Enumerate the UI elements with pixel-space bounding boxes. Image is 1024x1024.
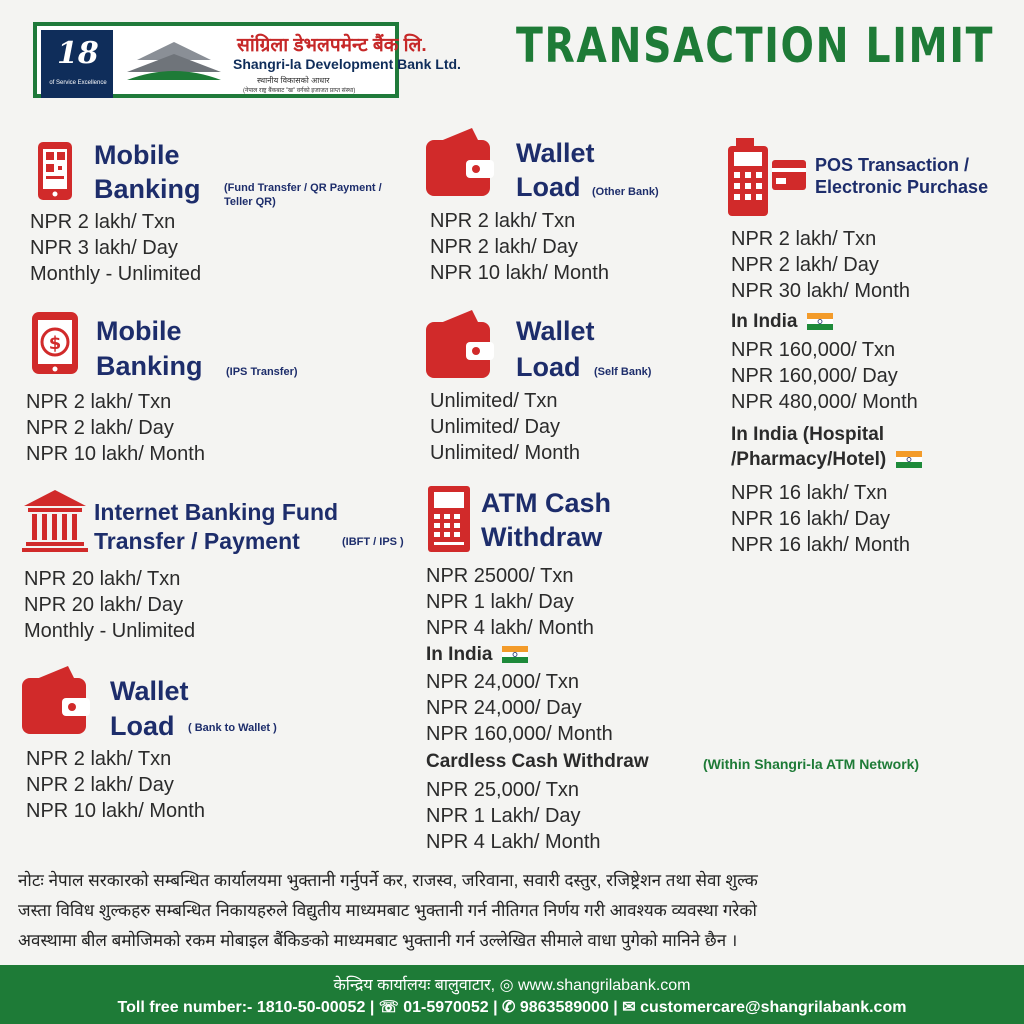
mobile-ips-limits: [26, 389, 205, 467]
limit-line: NPR 10 lakh/ Month: [26, 800, 205, 822]
mobile-fund-note-2: Teller QR): [224, 196, 276, 208]
limit-line: NPR 2 lakh/ Txn: [26, 391, 172, 413]
limit-line: NPR 30 lakh/ Month: [731, 280, 910, 302]
internet-title-1: Internet Banking Fund: [94, 499, 339, 525]
atm-india-label: [426, 644, 528, 666]
page-title: TRANSACTION LIMIT: [516, 18, 995, 74]
limit-line: Unlimited/ Month: [430, 442, 581, 464]
wallet-b2w-title-2: Load: [110, 711, 175, 741]
mobile-fund-title-2: Banking: [94, 174, 201, 204]
anniversary-badge: [41, 30, 113, 98]
mobile-ips-title-1: Mobile: [96, 316, 182, 346]
limit-line: NPR 160,000/ Txn: [731, 339, 896, 361]
atm-machine-icon: [426, 484, 472, 554]
phone-icon: ☏: [378, 999, 399, 1016]
bank-logo: [33, 22, 461, 98]
divider: |: [493, 999, 502, 1016]
india-flag-icon: [502, 646, 528, 663]
pos-india-limits: [731, 337, 918, 415]
limit-line: NPR 16 lakh/ Month: [731, 534, 910, 556]
limit-line: NPR 160,000/ Month: [426, 723, 613, 745]
atm-india-limits: [426, 669, 613, 747]
limit-line: Unlimited/ Day: [430, 416, 561, 438]
mobile-fund-title-1: Mobile: [94, 140, 180, 170]
wallet-other-limits: [430, 208, 609, 286]
internet-limits: [24, 566, 195, 644]
limit-line: NPR 4 Lakh/ Month: [426, 831, 601, 853]
dollar-phone-icon: [30, 310, 80, 376]
cardless-note: (Within Shangri-la ATM Network): [703, 756, 920, 772]
limit-line: NPR 10 lakh/ Month: [430, 262, 609, 284]
limit-line: NPR 24,000/ Txn: [426, 671, 580, 693]
footer-line-2: [0, 997, 1024, 1017]
limit-line: NPR 2 lakh/ Txn: [731, 228, 877, 250]
wallet-self-note: (Self Bank): [594, 366, 652, 378]
wallet-icon: [424, 124, 496, 198]
limit-line: NPR 4 lakh/ Month: [426, 617, 594, 639]
wallet-other-title-2: Load: [516, 172, 581, 202]
note-line: जस्ता विविध शुल्कहरु सम्बन्धित निकायहरुले विद्युतीय माध्यमबाट भुक्तानी गर्न नीतिगत निर्णय गरी आवश्यक व्यवस्था गरेको: [18, 901, 757, 920]
mobile-number[interactable]: 9863589000: [519, 999, 609, 1016]
limit-line: NPR 1 Lakh/ Day: [426, 805, 581, 827]
bank-building-icon: [20, 488, 90, 554]
limit-line: NPR 16 lakh/ Day: [731, 508, 890, 530]
limit-line: NPR 20 lakh/ Day: [24, 594, 183, 616]
limit-line: NPR 160,000/ Day: [731, 365, 898, 387]
wallet-icon: [424, 306, 496, 380]
disclaimer-note: [18, 866, 1008, 956]
pos-india2-label-1: In India (Hospital: [731, 424, 885, 445]
pos-title-1: POS Transaction /: [815, 155, 970, 175]
limit-line: NPR 10 lakh/ Month: [26, 443, 205, 465]
divider: |: [369, 999, 379, 1016]
atm-india-text: In India: [426, 644, 493, 665]
bank-name-en: Shangri-la Development Bank Ltd.: [233, 56, 461, 72]
mobile-ips-note: (IPS Transfer): [226, 366, 298, 378]
wallet-self-limits: [430, 388, 580, 466]
pos-india2-label-2-row: [731, 449, 922, 471]
limit-line: Unlimited/ Txn: [430, 390, 558, 412]
bank-tagline: स्थानीय विकासको आधार: [257, 76, 330, 85]
limit-line: NPR 24,000/ Day: [426, 697, 582, 719]
mobile-fund-note: (Fund Transfer / QR Payment /: [224, 182, 382, 194]
wallet-icon: [20, 662, 92, 736]
limit-line: Monthly - Unlimited: [30, 263, 202, 285]
india-flag-icon: [896, 451, 922, 468]
wallet-b2w-title-1: Wallet: [110, 676, 189, 706]
viber-whatsapp-icon: ✆: [502, 999, 516, 1016]
wallet-self-title-1: Wallet: [516, 316, 595, 346]
limit-line: NPR 20 lakh/ Txn: [24, 568, 181, 590]
tollfree-number[interactable]: Toll free number:- 1810-50-00052: [117, 999, 366, 1016]
cardless-title: Cardless Cash Withdraw: [426, 751, 649, 772]
note-line: अवस्थामा बील बमोजिमको रकम मोबाइल बैंकिङको माध्यमबाट भुक्तानी गर्न उल्लेखित सीमाले वाधा पुगेको मानिने छैन ।: [18, 931, 738, 950]
bank-name-np: सांग्रिला डेभलपमेन्ट बैंक लि.: [237, 35, 427, 56]
limit-line: NPR 2 lakh/ Txn: [26, 748, 172, 770]
pos-india2-label-2: /Pharmacy/Hotel): [731, 449, 887, 470]
pos-india2-limits: [731, 480, 910, 558]
mail-icon: ✉: [622, 999, 636, 1016]
email-link[interactable]: customercare@shangrilabank.com: [640, 999, 907, 1016]
india-flag-icon: [807, 313, 833, 330]
atm-title-1: ATM Cash: [481, 488, 612, 518]
svg-text:$: $: [48, 333, 62, 354]
wallet-self-title-2: Load: [516, 352, 581, 382]
qr-phone-icon: [34, 140, 76, 202]
mobile-fund-limits: [30, 209, 201, 287]
cardless-limits: [426, 777, 601, 855]
office-label: केन्द्रिय कार्यालयः बालुवाटार,: [333, 977, 496, 994]
footer-line-1: [0, 973, 1024, 995]
wallet-b2w-note: ( Bank to Wallet ): [188, 722, 277, 734]
globe-icon: ◎: [499, 977, 514, 994]
mobile-ips-title-2: Banking: [96, 351, 203, 381]
pos-limits: [731, 226, 910, 304]
pos-title-2: Electronic Purchase: [815, 177, 989, 197]
limit-line: NPR 2 lakh/ Day: [731, 254, 879, 276]
atm-title-2: Withdraw: [481, 522, 603, 552]
limit-line: NPR 25,000/ Txn: [426, 779, 580, 801]
wallet-other-title-1: Wallet: [516, 138, 595, 168]
wallet-b2w-limits: [26, 746, 205, 824]
internet-note: (IBFT / IPS ): [342, 536, 404, 548]
divider: |: [613, 999, 623, 1016]
logo-panel: [37, 26, 461, 94]
phone-number[interactable]: 01-5970052: [403, 999, 489, 1016]
limit-line: NPR 16 lakh/ Txn: [731, 482, 888, 504]
limit-line: NPR 25000/ Txn: [426, 565, 574, 587]
bank-registration: (नेपाल राष्ट्र बैंकबाट "ख" वर्गको इजाजत प्राप्त संस्था): [243, 88, 356, 94]
limit-line: NPR 2 lakh/ Txn: [430, 210, 576, 232]
pos-india-text: In India: [731, 311, 798, 332]
pos-terminal-icon: [726, 136, 808, 218]
limit-line: NPR 480,000/ Month: [731, 391, 918, 413]
limit-line: NPR 2 lakh/ Txn: [30, 211, 176, 233]
limit-line: NPR 2 lakh/ Day: [430, 236, 578, 258]
limit-line: Monthly - Unlimited: [24, 620, 196, 642]
pos-india-label: [731, 311, 833, 333]
limit-line: NPR 3 lakh/ Day: [30, 237, 178, 259]
limit-line: NPR 2 lakh/ Day: [26, 774, 174, 796]
badge-text: of Service Excellence: [49, 80, 107, 86]
pagoda-logo-icon: [121, 40, 227, 84]
wallet-other-note: (Other Bank): [592, 186, 659, 198]
footer: [0, 965, 1024, 1024]
internet-title-2: Transfer / Payment: [94, 528, 300, 554]
limit-line: NPR 2 lakh/ Day: [26, 417, 174, 439]
limit-line: NPR 1 lakh/ Day: [426, 591, 574, 613]
website-link[interactable]: www.shangrilabank.com: [517, 977, 691, 994]
atm-limits: [426, 563, 594, 641]
badge-number: 18: [57, 36, 99, 71]
note-line: नोटः नेपाल सरकारको सम्बन्धित कार्यालयमा भुक्तानी गर्नुपर्ने कर, राजस्व, जरिवाना, सवारी दस्तुर, रजिष्ट्रेशन तथा सेवा शुल्क: [18, 871, 758, 890]
